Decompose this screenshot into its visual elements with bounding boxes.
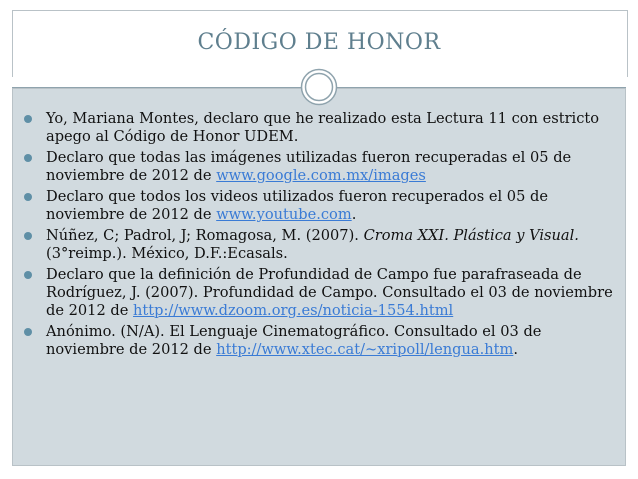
item-text: Declaro que la definición de Profundidad de Campo fue parafraseada de Rodríguez, J. (2007). Profundidad de Campo. Consultado el 03 de noviembre de 2012 de <box>46 266 613 319</box>
bullet-list <box>22 110 620 362</box>
bullet-icon <box>24 154 32 162</box>
list-item <box>22 323 620 359</box>
item-text: Declaro que todos los videos utilizados fueron recuperados el 05 de noviembre de 2012 de <box>46 188 548 223</box>
bullet-icon <box>24 232 32 240</box>
list-item <box>22 149 620 185</box>
double-circle-ornament-icon <box>300 68 338 106</box>
item-text: Declaro que todas las imágenes utilizadas fueron recuperadas el 05 de noviembre de 2012 de <box>46 149 572 184</box>
bullet-icon <box>24 328 32 336</box>
item-text: Yo, Mariana Montes, declaro que he realizado esta Lectura 11 con estricto apego al Código de Honor UDEM. <box>46 110 600 145</box>
list-item <box>22 227 620 263</box>
item-text-end: (3°reimp.). México, D.F.:Ecasals. <box>46 245 288 262</box>
item-text-end: . <box>351 206 357 223</box>
item-text: Anónimo. (N/A). El Lenguaje Cinematográfico. Consultado el 03 de noviembre de 2012 de <box>46 323 542 358</box>
bullet-icon <box>24 115 32 123</box>
list-item <box>22 266 620 320</box>
item-text-end: . <box>513 341 518 358</box>
link-dzoom[interactable]: http://www.dzoom.org.es/noticia-1554.html <box>133 302 454 319</box>
item-text: Núñez, C; Padrol, J; Romagosa, M. (2007). <box>46 227 364 244</box>
list-item <box>22 188 620 224</box>
bullet-icon <box>24 271 32 279</box>
link-youtube[interactable]: www.youtube.com <box>216 206 352 223</box>
bullet-icon <box>24 193 32 201</box>
link-google-images[interactable]: www.google.com.mx/images <box>216 167 426 184</box>
book-title: Croma XXI. Plástica y Visual. <box>363 227 579 244</box>
slide-title: CÓDIGO DE HONOR <box>197 30 441 55</box>
link-xtec[interactable]: http://www.xtec.cat/~xripoll/lengua.htm <box>216 341 514 358</box>
list-item <box>22 110 620 146</box>
